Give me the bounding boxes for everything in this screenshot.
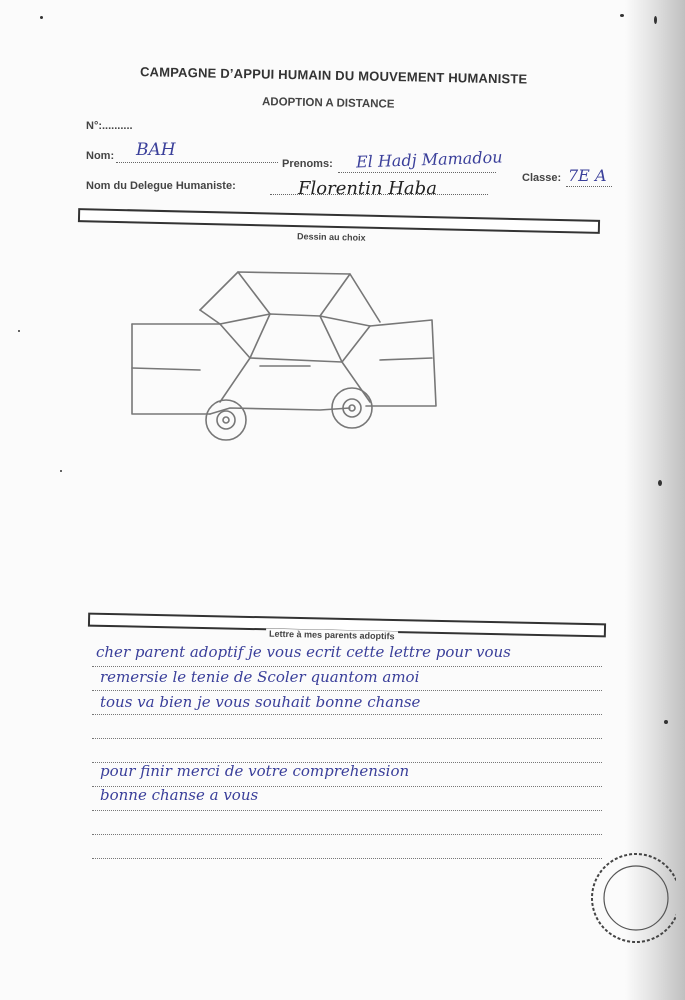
scan-speck <box>18 330 20 332</box>
nom-value: BAH <box>136 140 176 160</box>
number-label: N°:.......... <box>86 120 133 132</box>
letter-text-line: pour finir merci de votre comprehension <box>100 762 410 780</box>
scan-speck <box>664 720 668 724</box>
prenom-dotted-line <box>338 172 496 173</box>
letter-dotted-line <box>92 834 602 835</box>
letter-dotted-line <box>92 858 602 859</box>
scan-speck <box>654 16 657 24</box>
letter-dotted-line <box>92 666 602 667</box>
delegue-value: Florentin Haba <box>298 178 437 199</box>
letter-section-label: Lettre à mes parents adoptifs <box>266 629 398 642</box>
letter-text-line: remersie le tenie de Scoler quantom amoi <box>100 668 420 686</box>
stamp-seal <box>566 838 676 948</box>
drawing-section-bar <box>78 208 600 234</box>
letter-dotted-line <box>92 714 602 715</box>
scan-speck <box>40 16 43 19</box>
letter-dotted-line <box>92 810 602 811</box>
scan-speck <box>620 14 624 17</box>
delegue-label: Nom du Delegue Humaniste: <box>86 180 236 192</box>
drawing-section-label: Dessin au choix <box>294 231 369 243</box>
nom-dotted-line <box>116 162 278 163</box>
prenom-value: El Hadj Mamadou <box>355 147 503 172</box>
letter-dotted-line <box>92 690 602 691</box>
classe-value: 7E A <box>568 166 607 185</box>
prenom-label: Prenoms: <box>282 158 333 170</box>
car-drawing <box>120 262 450 452</box>
document-subtitle: ADOPTION A DISTANCE <box>261 96 395 111</box>
scan-speck <box>60 470 62 472</box>
letter-dotted-line <box>92 738 602 739</box>
nom-label: Nom: <box>86 150 115 162</box>
document-title: CAMPAGNE D’APPUI HUMAIN DU MOUVEMENT HUMANISTE <box>139 64 528 87</box>
letter-text-line: bonne chanse a vous <box>100 786 259 804</box>
letter-text-line: tous va bien je vous souhait bonne chanse <box>100 693 421 711</box>
scan-speck <box>658 480 662 486</box>
letter-text-line: cher parent adoptif je vous ecrit cette lettre pour vous <box>96 643 511 661</box>
classe-dotted-line <box>566 186 612 187</box>
classe-label: Classe: <box>522 172 562 184</box>
